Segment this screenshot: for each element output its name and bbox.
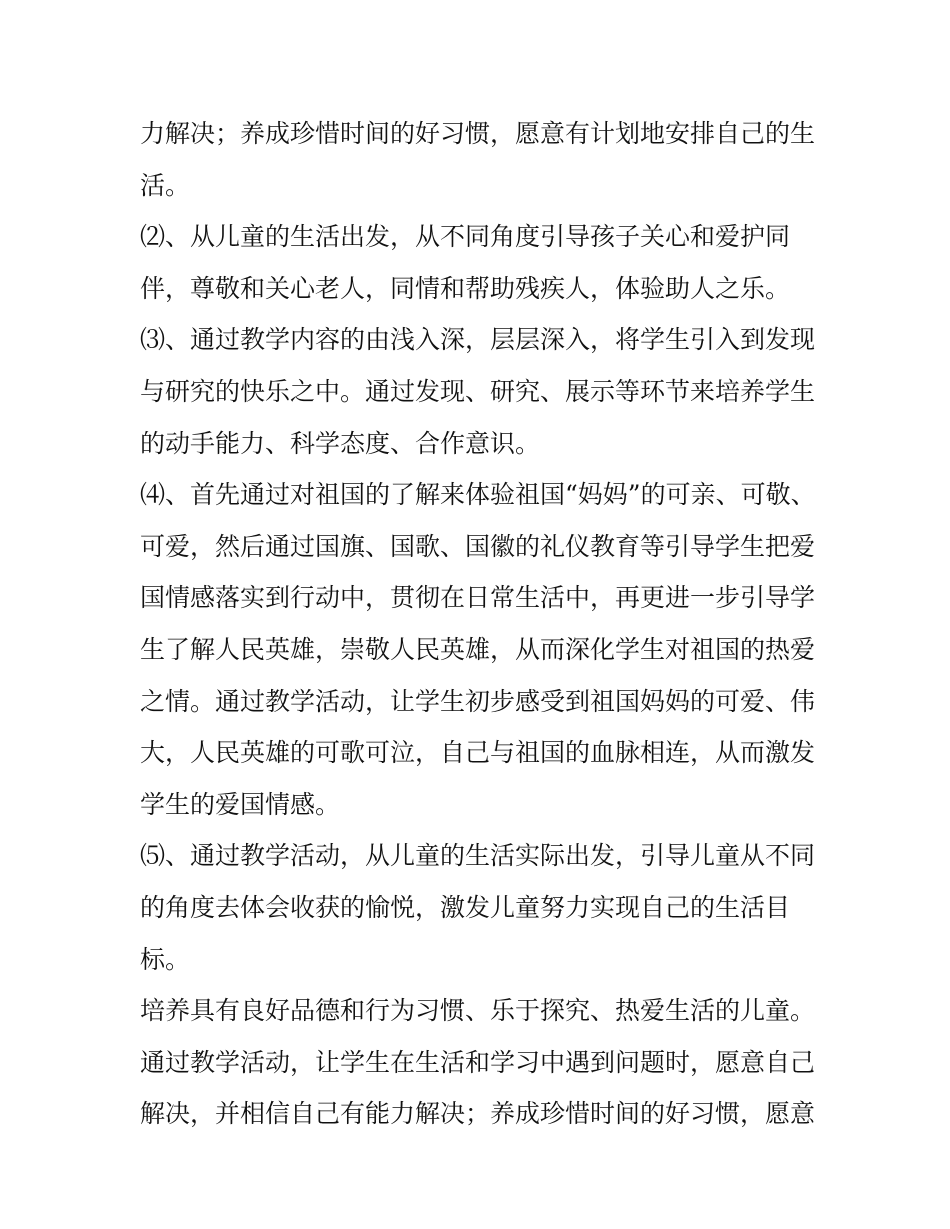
text-line: 活。 — [140, 170, 191, 200]
text-line: ⑵、从儿童的生活出发，从不同角度引导孩子关心和爱护同 — [140, 222, 791, 252]
text-line: 大，人民英雄的可歌可泣，自己与祖国的血脉相连，从而激发 — [140, 738, 816, 768]
text-line: 与研究的快乐之中。通过发现、研究、展示等环节来培养学生 — [140, 376, 816, 406]
text-line: ⑸、通过教学活动，从儿童的生活实际出发，引导儿童从不同 — [140, 841, 816, 871]
text-line: 解决，并相信自己有能力解决；养成珍惜时间的好习惯，愿意 — [140, 1099, 816, 1129]
text-line: 学生的爱国情感。 — [140, 789, 341, 819]
text-line: 通过教学活动，让学生在生活和学习中遇到问题时，愿意自己 — [140, 1047, 816, 1077]
text-line: 的角度去体会收获的愉悦，激发儿童努力实现自己的生活目 — [140, 892, 791, 922]
text-line: 伴，尊敬和关心老人，同情和帮助残疾人，体验助人之乐。 — [140, 273, 791, 303]
text-line: 生了解人民英雄，崇敬人民英雄，从而深化学生对祖国的热爱 — [140, 634, 816, 664]
text-line: 可爱，然后通过国旗、国歌、国徽的礼仪教育等引导学生把爱 — [140, 531, 816, 561]
text-line: 国情感落实到行动中，贯彻在日常生活中，再更进一步引导学 — [140, 583, 816, 613]
text-line: 培养具有良好品德和行为习惯、乐于探究、热爱生活的儿童。 — [140, 996, 816, 1026]
body-text — [140, 108, 820, 1140]
text-line: 的动手能力、科学态度、合作意识。 — [140, 428, 541, 458]
text-line: 之情。通过教学活动，让学生初步感受到祖国妈妈的可爱、伟 — [140, 686, 816, 716]
text-line: 标。 — [140, 944, 191, 974]
text-line: 力解决；养成珍惜时间的好习惯，愿意有计划地安排自己的生 — [140, 119, 816, 148]
text-line: ⑶、通过教学内容的由浅入深，层层深入，将学生引入到发现 — [140, 325, 816, 355]
text-line: ⑷、首先通过对祖国的了解来体验祖国“妈妈”的可亲、可敬、 — [140, 480, 816, 510]
